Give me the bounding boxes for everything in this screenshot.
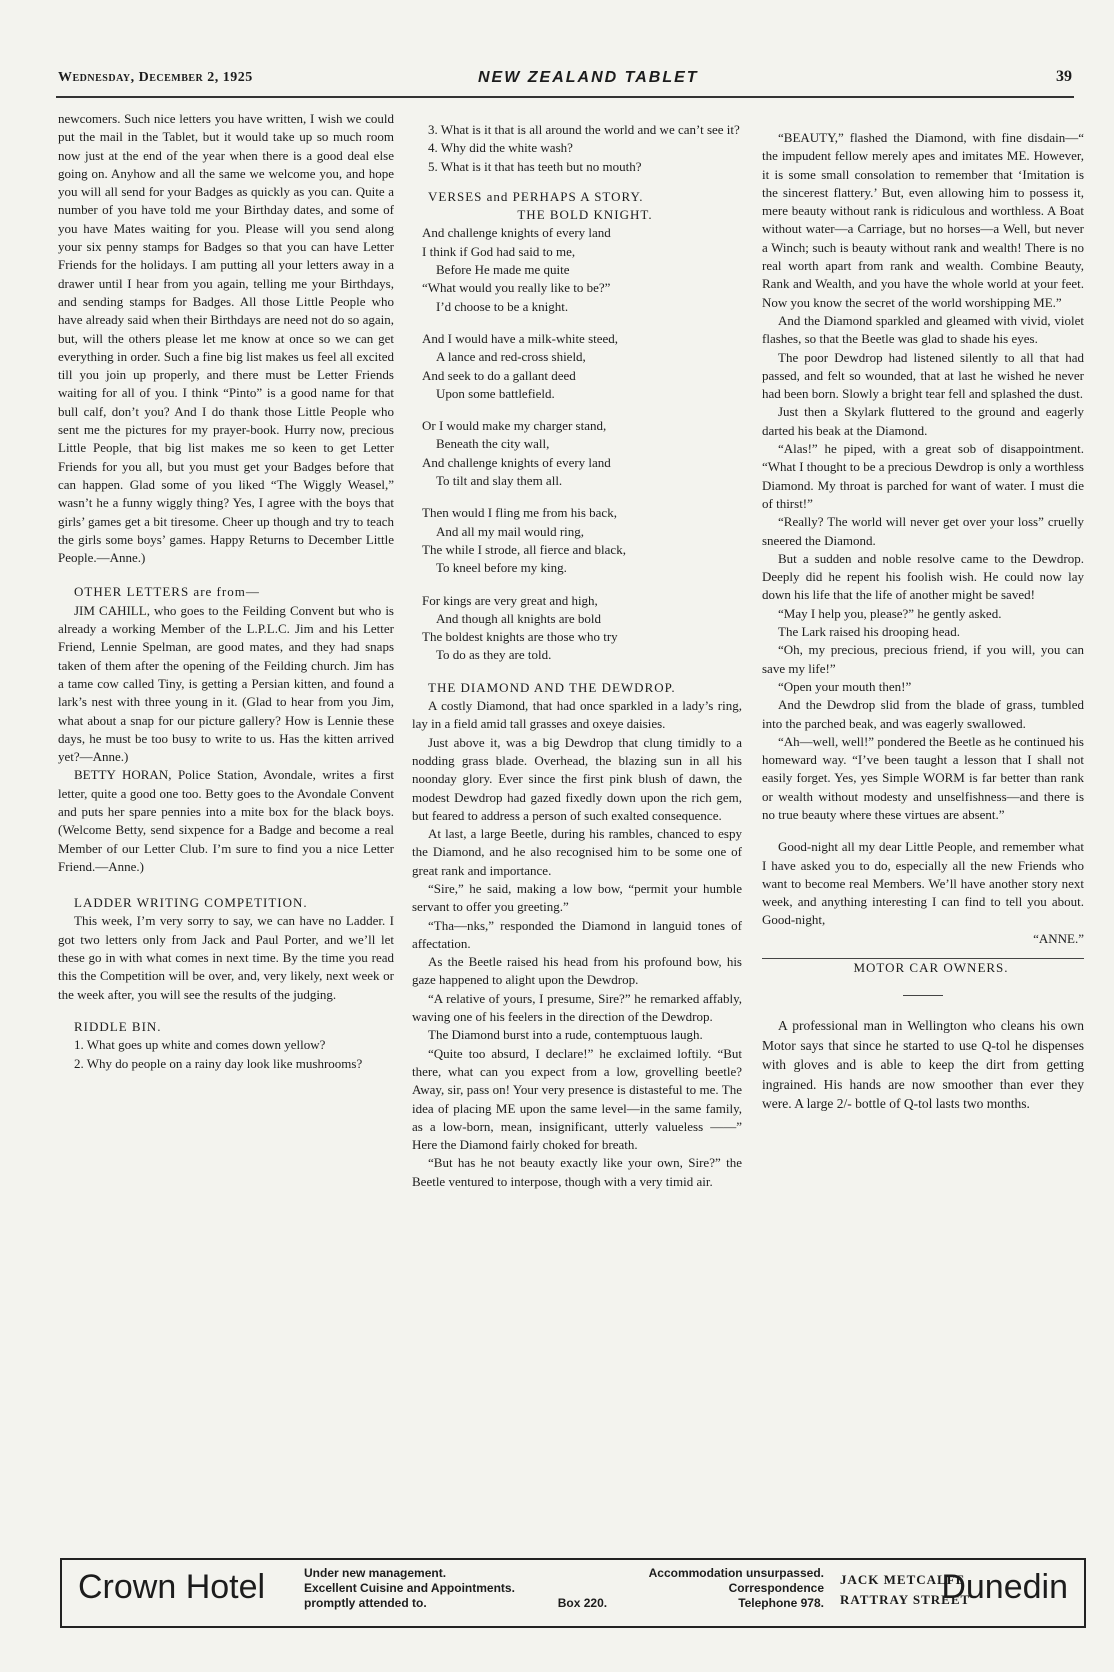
letter-betty: BETTY HORAN, Police Station, Avondale, writes a first letter, quite a good one too. Betty goes to the Avondale Convent and puts her spare pennies into a mite box for the black boys. (Welcome Betty, send sixpence for a Badge and become a real Member of our Letter Club. I’m sure to find you a nice Letter Friend.—Anne.) bbox=[58, 767, 394, 874]
advert-line: Accommodation unsurpassed. bbox=[648, 1566, 824, 1580]
ladder-heading: LADDER WRITING COMPETITION. bbox=[74, 895, 308, 911]
story-paragraph: At last, a large Beetle, during his rambles, chanced to espy the Diamond, and he also recognised him to be some one of great rank and importance. bbox=[412, 826, 742, 878]
poem-line: Before He made me quite bbox=[436, 262, 570, 278]
poem-line: Beneath the city wall, bbox=[436, 436, 550, 452]
riddle-3: 3. What is it that is all around the world and we can’t see it? bbox=[428, 122, 740, 137]
advert-line: Correspondence bbox=[728, 1581, 824, 1595]
story-paragraph: “Open your mouth then!” bbox=[778, 678, 912, 694]
story-paragraph: The Lark raised his drooping head. bbox=[778, 624, 960, 640]
story-paragraph: The poor Dewdrop had listened silently to all that had passed, and felt so wounded, that at last he wished he never had been born. Slowly a bright tear fell and splashed the dust. bbox=[762, 349, 1084, 402]
advert-divider bbox=[903, 995, 943, 996]
proprietor-name: JACK METCALFE bbox=[840, 1572, 966, 1587]
story-paragraph: “Ah—well, well!” pondered the Beetle as he continued his homeward way. “I’ve been taught a lesson that I shall not easily forget. Yes, yes Simple WORM is far better than rank or wealth without modesty and unselfishness—and there is no true beauty where these virtues are absent.” bbox=[762, 733, 1084, 822]
story-paragraph: “Sire,” he said, making a low bow, “permit your humble servant to offer you greeting.” bbox=[412, 880, 742, 915]
poem-line: To do as they are told. bbox=[436, 647, 552, 663]
page-number: 39 bbox=[1056, 68, 1072, 85]
intro-paragraph: newcomers. Such nice letters you have written, I wish we could put the mail in the Tablet, but it would take up so much room now just at the end of the year when there is a good deal else going on. Anyhow and all the same we welcome you, and hope you will all send for your Badges as quickly as you can. Quite a number of you have told me your Birthday dates, and some of you have Mates waiting for you. Please will you send along your six penny stamps for Badges so that you can have Letter Friends for the holidays. I am putting all your letters away in a drawer until I hear from you again, telling me your Birthdays, and sending stamps for Badges. All those Little People who have already said when their Birthdays are need not do so again, but, will the others please let me know at once so we can get everything in order. Such a fine big list makes us feel all excited till you join up properly, and there must be Letter Friends waiting for all of you. I think “Pinto” is a good name for that bull calf, don’t you? And I do thank those Little People who sent me the pictures for my prayer-book. Hurry now, precious Little People, that big list makes me so keen to get Letter Friends for you all, but you must get your Badges before that can happen. Glad some of you liked “The Wiggly Weasel,” wasn’t he a funny wiggly thing? Yes, I agree with the boys that girls’ games get a bit tiresome. Cheer up though and try to teach the girls some boys’ games. Happy Returns to December Little People.—Anne.) bbox=[58, 111, 394, 566]
poem-line: I’d choose to be a knight. bbox=[436, 298, 569, 314]
riddle-5: 5. What is it that has teeth but no mouth? bbox=[428, 158, 642, 174]
story-paragraph: “May I help you, please?” he gently asked. bbox=[778, 605, 1002, 621]
riddle-2: 2. Why do people on a rainy day look like mushrooms? bbox=[74, 1055, 363, 1071]
story-paragraph: “But has he not beauty exactly like your own, Sire?” the Beetle ventured to interpose, though with a very timid air. bbox=[412, 1155, 742, 1189]
poem-line: And though all knights are bold bbox=[436, 610, 602, 626]
poem-line: To tilt and slay them all. bbox=[436, 473, 563, 489]
street-name: RATTRAY STREET bbox=[840, 1592, 971, 1607]
poem-line: I think if God had said to me, bbox=[422, 243, 576, 259]
poem-line: And seek to do a gallant deed bbox=[422, 367, 576, 383]
poem-stanza-5 bbox=[422, 592, 742, 665]
advert-line: Box 220. bbox=[557, 1596, 608, 1610]
advert-line: Telephone 978. bbox=[738, 1596, 824, 1610]
column-3 bbox=[762, 129, 1084, 1114]
poem-line: The boldest knights are those who try bbox=[422, 629, 618, 645]
poem-line: Then would I fling me from his back, bbox=[422, 505, 617, 521]
closing-paragraph: Good-night all my dear Little People, and remember what I have asked you to do, especially all the new Friends who want to become real Members. We’ll have another story next week, and anything interesting I can find to tell you about. Good-night, bbox=[762, 839, 1084, 928]
poem-stanza-3 bbox=[422, 417, 742, 490]
riddle-4: 4. Why did the white wash? bbox=[428, 140, 573, 156]
story-paragraph: As the Beetle raised his head from his profound bow, his gaze happened to alight upon the Dewdrop. bbox=[412, 954, 742, 988]
poem-line: For kings are very great and high, bbox=[422, 592, 598, 608]
story-paragraph: “Oh, my precious, precious friend, if you will, you can save my life!” bbox=[762, 642, 1084, 676]
story-paragraph: And the Dewdrop slid from the blade of grass, tumbled into the parched beak, and was eagerly swallowed. bbox=[762, 697, 1084, 731]
column-1 bbox=[58, 110, 394, 1073]
page-header bbox=[58, 68, 1072, 92]
crown-hotel-advert bbox=[60, 1558, 1086, 1628]
riddle-1: 1. What goes up white and comes down yellow? bbox=[74, 1037, 326, 1053]
issue-date: Wednesday, December 2, 1925 bbox=[58, 70, 253, 85]
poem-stanza-4 bbox=[422, 504, 742, 577]
riddle-heading: RIDDLE BIN. bbox=[74, 1018, 162, 1034]
poem-line: Or I would make my charger stand, bbox=[422, 418, 607, 434]
story-paragraph: The Diamond burst into a rude, contemptuous laugh. bbox=[428, 1027, 703, 1043]
poem-line: And I would have a milk-white steed, bbox=[422, 330, 619, 346]
poem-line: And challenge knights of every land bbox=[422, 225, 611, 241]
signature: “ANNE.” bbox=[1033, 930, 1084, 946]
story-paragraph: Just then a Skylark fluttered to the ground and eagerly darted his beak at the Diamond. bbox=[762, 404, 1084, 438]
poem-line: Upon some battlefield. bbox=[436, 385, 555, 401]
poem-stanza-1 bbox=[422, 224, 742, 315]
story-paragraph: “Tha—nks,” responded the Diamond in languid tones of affectation. bbox=[412, 917, 742, 951]
story-paragraph: “Alas!” he piped, with a great sob of disappointment. “What I thought to be a precious Dewdrop is only a worthless Diamond. My throat is parched for want of water. I must die of thirst!” bbox=[762, 441, 1084, 511]
hotel-name: Crown Hotel bbox=[78, 1568, 266, 1606]
poem-line: A lance and red-cross shield, bbox=[436, 349, 586, 365]
poem-line: “What would you really like to be?” bbox=[422, 280, 611, 296]
poem-line: And all my mail would ring, bbox=[436, 523, 585, 539]
spacer bbox=[762, 824, 1084, 838]
story-paragraph: “A relative of yours, I presume, Sire?” he remarked affably, waving one of his feelers in the direction of the Dewdrop. bbox=[412, 990, 742, 1025]
advert-details bbox=[304, 1566, 824, 1611]
poem-line: To kneel before my king. bbox=[436, 560, 567, 576]
letter-jim: JIM CAHILL, who goes to the Feilding Convent but who is already a working Member of the L.P.L.C. Jim and his Letter Friend, Lennie Spelman, are good mates, and they had snaps taken of them after the opening of the Feilding church. Jim has a tame cow called Tiny, is getting a Persian kitten, and found a lark’s nest with three young in it. (Glad to hear from you Jim, what about a snap for our picture gallery? How is Lennie these days, he must be too busy to write to us. Has the kitten arrived yet?—Anne.) bbox=[58, 602, 394, 765]
other-letters-heading: OTHER LETTERS are from— bbox=[74, 584, 260, 600]
poem-line: And challenge knights of every land bbox=[422, 454, 611, 470]
story-heading: THE DIAMOND AND THE DEWDROP. bbox=[428, 679, 676, 695]
story-paragraph: And the Diamond sparkled and gleamed with vivid, violet flashes, so that the Beetle was glad to shade his eyes. bbox=[762, 312, 1084, 347]
story-paragraph: “Really? The world will never get over your loss” cruelly sneered the Diamond. bbox=[762, 514, 1084, 548]
poem-stanza-2 bbox=[422, 330, 742, 403]
header-rule bbox=[56, 96, 1074, 98]
advert-line: promptly attended to. bbox=[304, 1596, 427, 1610]
city-name: Dunedin bbox=[941, 1568, 1068, 1606]
story-paragraph: “Quite too absurd, I declare!” he exclaimed loftily. “But there, what can you expect from a low, grovelling beetle? Away, sir, pass on! Your very presence is distasteful to me. The idea of placing ME upon the same level—in the same family, as a low-born, mean, insignificant, utterly valueless ——” Here the Diamond fairly choked for breath. bbox=[412, 1045, 742, 1153]
verses-heading: VERSES and PERHAPS A STORY. bbox=[428, 188, 644, 204]
advert-title: MOTOR CAR OWNERS. bbox=[853, 960, 1009, 976]
advert-line: Under new management. bbox=[304, 1566, 447, 1580]
advert-text: A professional man in Wellington who cleans his own Motor says that since he started to use Q-tol he dispenses with gloves and is able to keep the dirt from getting ingrained. His hands are now smoother than ever they were. A large 2/- bottle of Q-tol lasts two months. bbox=[762, 1018, 1084, 1112]
masthead-title: NEW ZEALAND TABLET bbox=[478, 69, 699, 86]
column-2 bbox=[412, 121, 742, 1191]
story-paragraph: But a sudden and noble resolve came to the Dewdrop. Deeply did he repent his foolish wish. He could now lay down his life that the life of another might be saved! bbox=[762, 550, 1084, 603]
poem-line: The while I strode, all fierce and black, bbox=[422, 541, 626, 557]
story-paragraph: Just above it, was a big Dewdrop that clung timidly to a nodding grass blade. Overhead, the blazing sun in all his noonday glory. Ever since the first pink blush of dawn, the modest Dewdrop had gazed fixedly down upon the rich gem, but feared to address a person of such exalted consequence. bbox=[412, 734, 742, 823]
advert-line: Excellent Cuisine and Appointments. bbox=[304, 1581, 515, 1595]
story-paragraph: “BEAUTY,” flashed the Diamond, with fine disdain—“ the impudent fellow merely apes and imitates ME. However, it is some small consolation to remember that ‘Imitation is the sincerest flattery.’ But, even allowing him to possess it, mere beauty without rank is ridiculous and worthless. A Boat without water—a Carriage, but no horses—a Well, but never a Winch; such is beauty without rank and wealth! There is no real worth apart from rank and wealth. Combine Beauty, Rank and Wealth, and you have the whole world at your feet. Now you know the secret of the world worshipping ME.” bbox=[762, 130, 1084, 310]
ladder-paragraph: This week, I’m very sorry to say, we can have no Ladder. I got two letters only from Jack and Paul Porter, and we’ll let these go in with what comes in next time. By the time you read this the Competition will be over, and, very likely, next week or the week after, you will see the results of the judging. bbox=[58, 913, 394, 1002]
poem-title: THE BOLD KNIGHT. bbox=[517, 207, 653, 223]
story-paragraph: A costly Diamond, that had once sparkled in a lady’s ring, lay in a field amid tall grasses and oxeye daisies. bbox=[412, 698, 742, 732]
